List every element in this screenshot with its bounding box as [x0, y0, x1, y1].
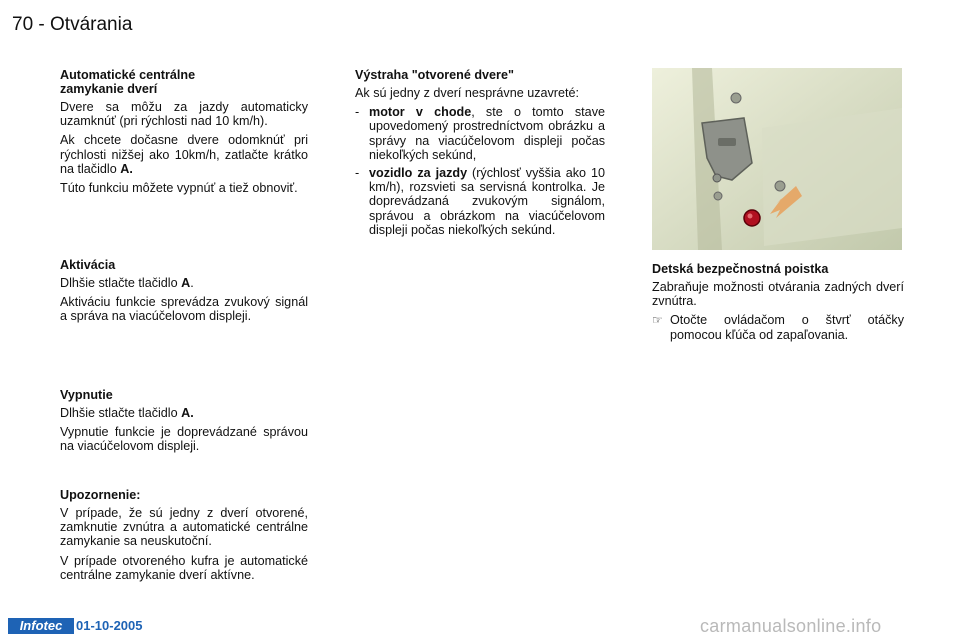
list-item: ☞ Otočte ovládačom o štvrť otáčky pomocou kľúča od zapaľovania.: [652, 313, 904, 342]
paragraph: Ak sú jedny z dverí nesprávne uzavreté:: [355, 86, 580, 100]
section-title-auto-locking: Automatické centrálne zamykanie dverí: [60, 68, 196, 96]
footer-date: 01-10-2005: [76, 618, 143, 633]
paragraph: Dlhšie stlačte tlačidlo A.: [60, 406, 194, 420]
infotec-logo: Infotec: [8, 618, 74, 634]
page-title: 70 - Otvárania: [12, 14, 133, 35]
middle-column: [355, 68, 605, 241]
paragraph: Ak chcete dočasne dvere odomknúť pri rýchlosti nižšej ako 10km/h, zatlačte krátko na tlačidlo A.: [60, 133, 308, 176]
right-column: [652, 262, 904, 342]
child-lock-knob: [744, 210, 760, 226]
section-title-child-lock: Detská bezpečnostná poistka: [652, 262, 829, 276]
list-item: - vozidlo za jazdy (rýchlosť vyššia ako 10 km/h), rozsvieti sa servisná kontrolka. Je doprevádzaná zvukovým signálom, správou a obrázkom na viacúčelovom displeji počas niekoľkých sekúnd.: [355, 166, 605, 237]
door-photo-illustration: [652, 68, 902, 250]
paragraph: Dlhšie stlačte tlačidlo A.: [60, 276, 194, 290]
paragraph: Dvere sa môžu za jazdy automaticky uzamknúť (pri rýchlosti nad 10 km/h).: [60, 100, 308, 129]
section-deactivation: [60, 388, 308, 459]
section-title-warning: Upozornenie:: [60, 488, 141, 502]
section-warning: [60, 488, 308, 587]
paragraph: Túto funkciu môžete vypnúť a tiež obnoviť.: [60, 181, 298, 196]
paragraph: V prípade, že sú jedny z dverí otvorené, zamknutie zvnútra a automatické centrálne zamykanie sa neuskutoční.: [60, 506, 308, 549]
section-auto-locking: [60, 68, 308, 200]
paragraph: V prípade otvoreného kufra je automatické centrálne zamykanie dverí aktívne.: [60, 553, 308, 582]
section-title-activation: Aktivácia: [60, 258, 116, 272]
section-activation: [60, 258, 308, 329]
pointing-hand-icon: ☞: [652, 313, 663, 328]
paragraph: Vypnutie funkcie je doprevádzané správou na viacúčelovom displeji.: [60, 425, 308, 454]
list-item: - motor v chode, ste o tomto stave upovedomený prostredníctvom obrázku a správy na viacúčelovom displeji počas niekoľkých sekúnd,: [355, 105, 605, 162]
door-child-lock-photo: [652, 68, 902, 250]
paragraph: Aktiváciu funkcie sprevádza zvukový signál a správa na viacúčelovom displeji.: [60, 295, 308, 324]
watermark: carmanualsonline.info: [700, 616, 882, 636]
section-title-door-open-warning: Výstraha "otvorené dvere": [355, 68, 514, 82]
section-title-deactivation: Vypnutie: [60, 388, 113, 402]
paragraph: Zabraňuje možnosti otvárania zadných dverí zvnútra.: [652, 280, 904, 309]
